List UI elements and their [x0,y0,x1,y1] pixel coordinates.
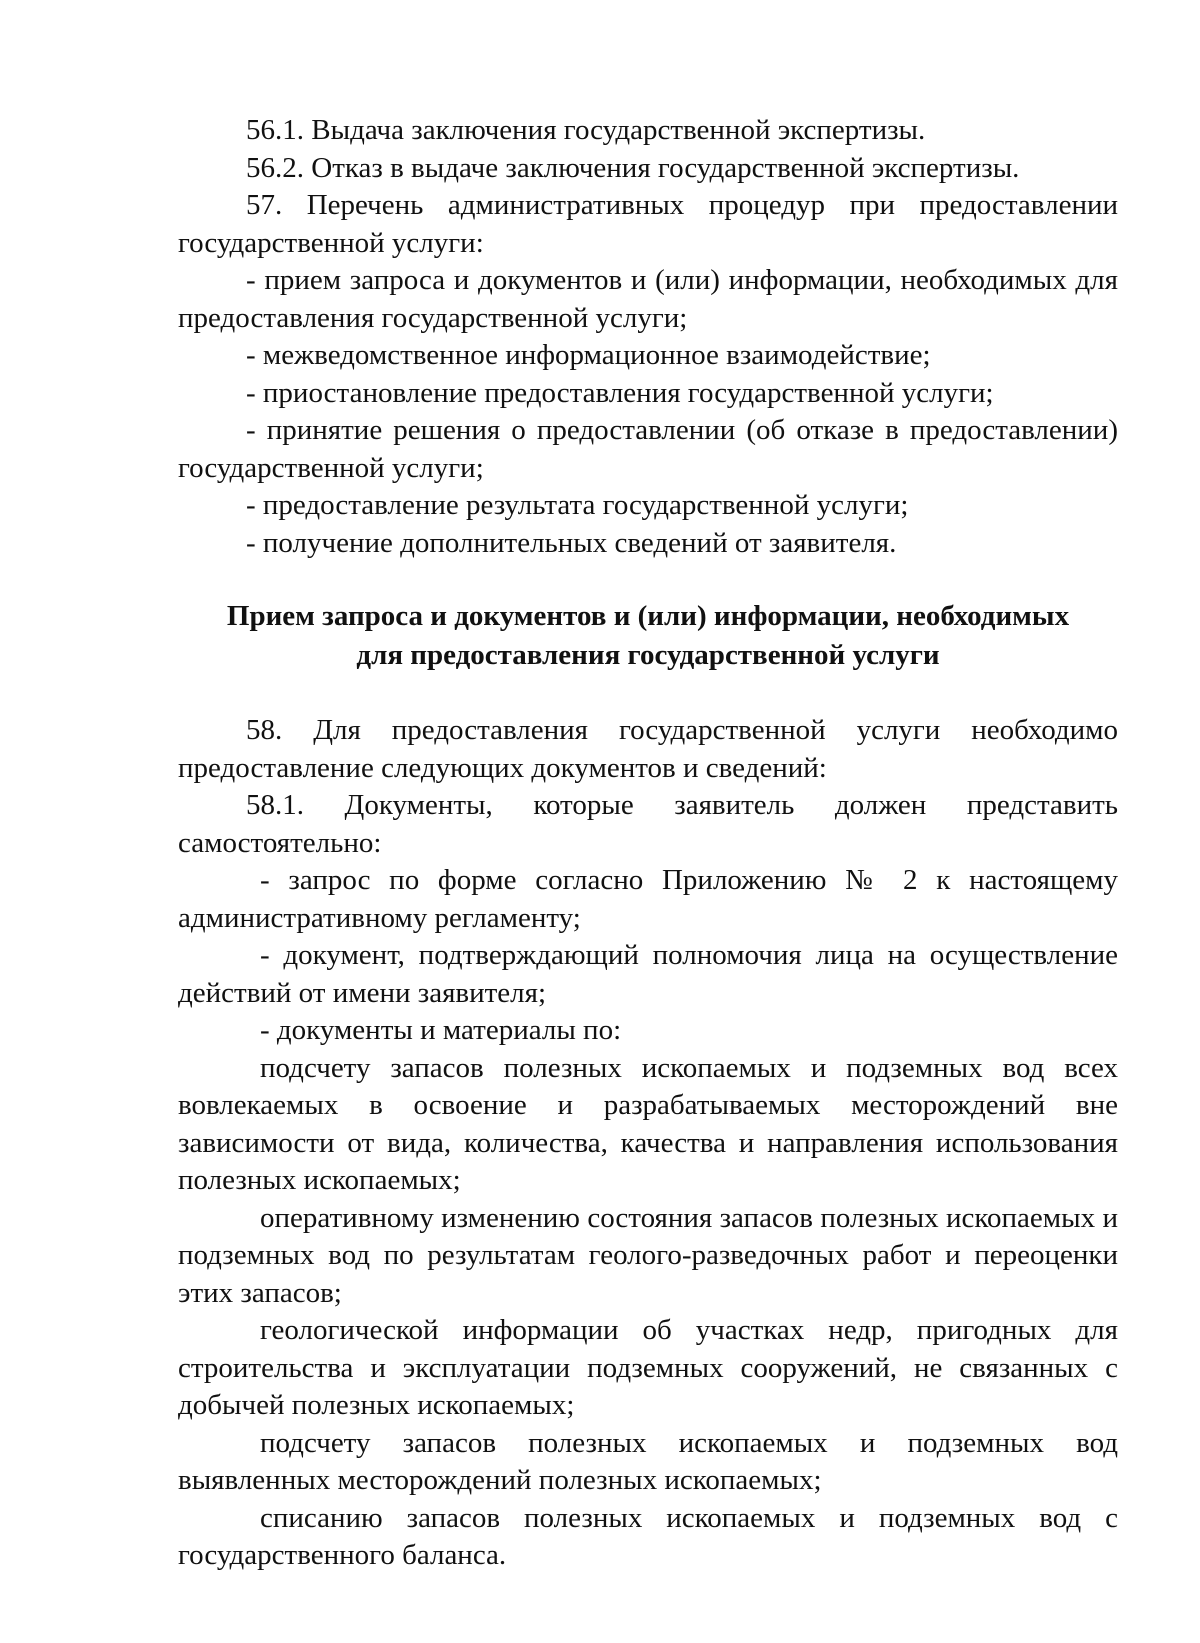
list-item-materials: - документы и материалы по: [260,1014,622,1046]
paragraph-58-1: 58.1. Документы, которые заявитель должен представить самостоятельно: [178,789,1118,859]
paragraph-58: 58. Для предоставления государственной услуги необходимо предоставление следующих документов и сведений: [178,714,1118,784]
list-item-request-reception: - прием запроса и документов и (или) информации, необходимых для предоставления государственной услуги; [178,264,1118,334]
materials-item-reserves-calculation: подсчету запасов полезных ископаемых и подземных вод всех вовлекаемых в освоение и разрабатываемых месторождений вне зависимости от вида, количества, качества и направления использования полезных ископаемых; [178,1051,1118,1196]
section-heading-line-2: для предоставления государственной услуги [356,639,940,671]
section-heading [178,597,1118,675]
list-item-interagency: - межведомственное информационное взаимодействие; [246,339,931,371]
materials-item-identified-deposits: подсчету запасов полезных ископаемых и подземных вод выявленных месторождений полезных ископаемых; [178,1426,1118,1496]
list-item-additional-info: - получение дополнительных сведений от заявителя. [246,526,897,559]
list-item-request-form: - запрос по форме согласно Приложению № 2 к настоящему административному регламенту; [178,864,1118,934]
materials-item-write-off: списанию запасов полезных ископаемых и подземных вод с государственного баланса. [178,1501,1118,1571]
list-item-suspension: - приостановление предоставления государственной услуги; [246,376,994,409]
materials-item-geological-info: геологической информации об участках недр, пригодных для строительства и эксплуатации подземных сооружений, не связанных с добычей полезных ископаемых; [178,1314,1118,1421]
list-item-result: - предоставление результата государственной услуги; [246,489,909,521]
section-heading-line-1: Прием запроса и документов и (или) информации, необходимых [226,600,1070,632]
document-body [178,112,1118,1575]
list-item-decision: - принятие решения о предоставлении (об отказе в предоставлении) государственной услуги; [178,414,1118,484]
paragraph-56-1: 56.1. Выдача заключения государственной экспертизы. [246,114,926,146]
paragraph-57: 57. Перечень административных процедур при предоставлении государственной услуги: [178,189,1118,259]
paragraph-56-2: 56.2. Отказ в выдаче заключения государственной экспертизы. [246,151,1020,184]
list-item-authority-document: - документ, подтверждающий полномочия лица на осуществление действий от имени заявителя; [178,939,1118,1009]
materials-item-operational-change: оперативному изменению состояния запасов полезных ископаемых и подземных вод по результатам геолого-разведочных работ и переоценки этих запасов; [178,1201,1118,1309]
